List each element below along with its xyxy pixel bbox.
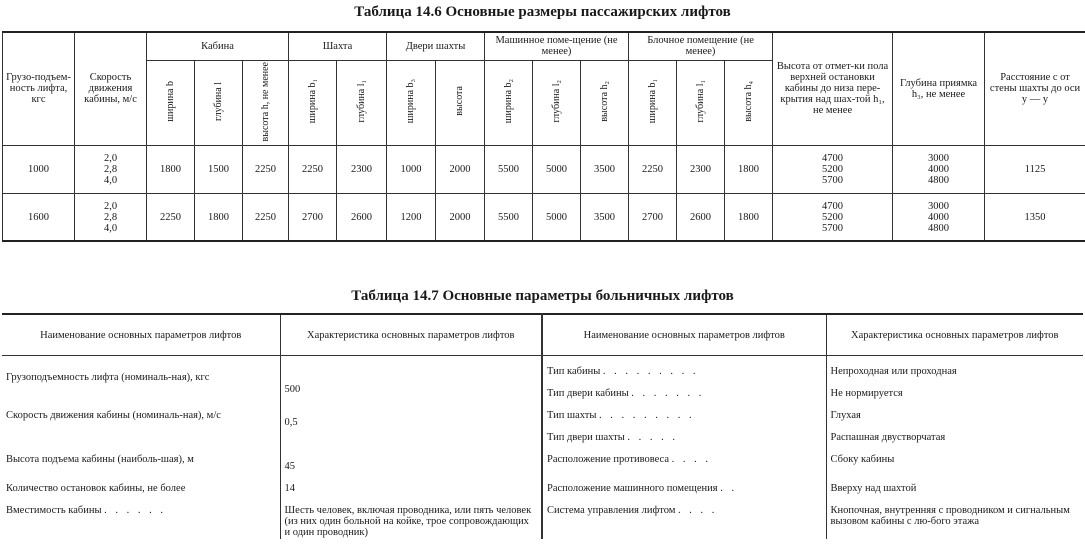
cell-heights: 4700 5200 5700 bbox=[773, 193, 893, 241]
cell-param-name: Тип кабины . . . . . . . . . bbox=[542, 356, 826, 388]
cell-param-name: Количество остановок кабины, не более bbox=[2, 482, 280, 504]
cell-shaft-depth: 2600 bbox=[337, 193, 387, 241]
header-height: Высота от отмет-ки пола верхней остановки кабины до низа пере-крытия над шах-той h₁, не менее bbox=[773, 32, 893, 145]
cell-param-name: Вместимость кабины . . . . . . bbox=[2, 504, 280, 539]
cell-machine-width: 5500 bbox=[485, 193, 533, 241]
subheader-block-height: высота h₄ bbox=[725, 60, 773, 145]
cell-cabin-height: 2250 bbox=[243, 193, 289, 241]
header-char-left: Характеристика основных параметров лифтов bbox=[280, 314, 542, 356]
cell-machine-depth: 5000 bbox=[533, 193, 581, 241]
cell-param-name: Скорость движения кабины (номиналь-ная), м/с bbox=[2, 409, 280, 453]
cell-param-value: Кнопочная, внутренняя с проводником и сигнальным вызовом кабины с лю-бого этажа bbox=[830, 505, 1070, 527]
cell-cabin-depth: 1800 bbox=[195, 193, 243, 241]
cell-param-name: Грузоподъемность лифта (номиналь-ная), кгс bbox=[2, 356, 280, 410]
table-row bbox=[3, 145, 1085, 193]
cell-block-width: 2700 bbox=[629, 193, 677, 241]
cell-param-name: Тип шахты . . . . . . . . . bbox=[542, 409, 826, 431]
cell-machine-height: 3500 bbox=[581, 193, 629, 241]
cell-param-value: Сбоку кабины bbox=[830, 454, 895, 465]
cell-param-value: 0,5 bbox=[280, 409, 542, 453]
subheader-door-width: ширина b₃ bbox=[387, 60, 436, 145]
header-cabin: Кабина bbox=[147, 32, 289, 60]
cell-param-name: Высота подъема кабины (наиболь-шая), м bbox=[2, 453, 280, 482]
cell-block-height: 1800 bbox=[725, 145, 773, 193]
cell-param-name: Тип двери шахты . . . . . bbox=[542, 431, 826, 453]
cell-param-name: Система управления лифтом . . . . bbox=[542, 504, 826, 539]
hospital-lifts-table bbox=[2, 313, 1083, 539]
cell-door-height: 2000 bbox=[436, 193, 485, 241]
cell-pits: 3000 4000 4800 bbox=[893, 193, 985, 241]
cell-block-depth: 2600 bbox=[677, 193, 725, 241]
subheader-shaft-depth: глубина l₁ bbox=[337, 60, 387, 145]
subheader-cabin-height: высота h, не менее bbox=[243, 60, 289, 145]
table-row bbox=[2, 409, 1083, 431]
header-name-right: Наименование основных параметров лифтов bbox=[542, 314, 826, 356]
cell-cabin-height: 2250 bbox=[243, 145, 289, 193]
subheader-shaft-width: ширина b₁ bbox=[289, 60, 337, 145]
cell-param-value: 45 bbox=[280, 453, 542, 482]
header-name-left: Наименование основных параметров лифтов bbox=[2, 314, 280, 356]
cell-door-height: 2000 bbox=[436, 145, 485, 193]
table-row bbox=[2, 504, 1083, 539]
cell-block-width: 2250 bbox=[629, 145, 677, 193]
cell-machine-height: 3500 bbox=[581, 145, 629, 193]
cell-speeds: 2,0 2,8 4,0 bbox=[75, 193, 147, 241]
subheader-block-depth: глубина l₁ bbox=[677, 60, 725, 145]
cell-param-value: Шесть человек, включая проводника, или пять человек (из них один больной на койке, трое сопровождающих и один проводник) bbox=[280, 504, 542, 539]
cell-capacity: 1600 bbox=[3, 193, 75, 241]
header-char-right: Характеристика основных параметров лифтов bbox=[826, 314, 1083, 356]
cell-param-value: Вверху над шахтой bbox=[830, 483, 917, 494]
header-pit: Глубина приямка h₃, не менее bbox=[893, 32, 985, 145]
subheader-cabin-depth: глубина l bbox=[195, 60, 243, 145]
cell-door-width: 1000 bbox=[387, 145, 436, 193]
cell-param-value: 14 bbox=[280, 482, 542, 504]
subheader-door-height: высота bbox=[436, 60, 485, 145]
table-14-6-title: Таблица 14.6 Основные размеры пассажирских лифтов bbox=[354, 4, 731, 20]
cell-machine-width: 5500 bbox=[485, 145, 533, 193]
cell-heights: 4700 5200 5700 bbox=[773, 145, 893, 193]
table-14-7-title: Таблица 14.7 Основные параметры больничных лифтов bbox=[351, 288, 734, 304]
passenger-lifts-table bbox=[2, 31, 1085, 242]
table-row bbox=[2, 356, 1083, 388]
subheader-machine-width: ширина b₂ bbox=[485, 60, 533, 145]
subheader-block-width: ширина b₁ bbox=[629, 60, 677, 145]
subheader-cabin-width: ширина b bbox=[147, 60, 195, 145]
cell-cabin-width: 1800 bbox=[147, 145, 195, 193]
subheader-machine-height: высота h₂ bbox=[581, 60, 629, 145]
table-row bbox=[2, 453, 1083, 482]
cell-param-value: Непроходная или проходная bbox=[830, 366, 957, 377]
cell-cabin-depth: 1500 bbox=[195, 145, 243, 193]
cell-param-value: Распашная двустворчатая bbox=[830, 432, 946, 443]
header-machine-room: Машинное поме-щение (не менее) bbox=[485, 32, 629, 60]
header-doors: Двери шахты bbox=[387, 32, 485, 60]
cell-param-value: Не нормируется bbox=[830, 388, 903, 399]
cell-distance: 1125 bbox=[985, 145, 1085, 193]
cell-block-depth: 2300 bbox=[677, 145, 725, 193]
cell-pits: 3000 4000 4800 bbox=[893, 145, 985, 193]
cell-distance: 1350 bbox=[985, 193, 1085, 241]
cell-param-name: Расположение машинного помещения . . bbox=[542, 482, 826, 504]
header-distance: Расстояние c от стены шахты до оси y — y bbox=[985, 32, 1085, 145]
cell-shaft-width: 2700 bbox=[289, 193, 337, 241]
header-capacity: Грузо-подъем-ность лифта, кгс bbox=[3, 32, 75, 145]
cell-param-value: Глухая bbox=[830, 410, 861, 421]
table-row bbox=[3, 193, 1085, 241]
cell-param-value: 500 bbox=[280, 356, 542, 410]
cell-param-name: Расположение противовеса . . . . bbox=[542, 453, 826, 482]
table-row bbox=[2, 482, 1083, 504]
cell-speeds: 2,0 2,8 4,0 bbox=[75, 145, 147, 193]
cell-machine-depth: 5000 bbox=[533, 145, 581, 193]
cell-capacity: 1000 bbox=[3, 145, 75, 193]
cell-shaft-width: 2250 bbox=[289, 145, 337, 193]
cell-block-height: 1800 bbox=[725, 193, 773, 241]
subheader-machine-depth: глубина l₂ bbox=[533, 60, 581, 145]
header-shaft: Шахта bbox=[289, 32, 387, 60]
cell-cabin-width: 2250 bbox=[147, 193, 195, 241]
cell-shaft-depth: 2300 bbox=[337, 145, 387, 193]
cell-door-width: 1200 bbox=[387, 193, 436, 241]
cell-param-name: Тип двери кабины . . . . . . . bbox=[542, 387, 826, 409]
header-speed: Скорость движения кабины, м/с bbox=[75, 32, 147, 145]
header-block-room: Блочное помещение (не менее) bbox=[629, 32, 773, 60]
